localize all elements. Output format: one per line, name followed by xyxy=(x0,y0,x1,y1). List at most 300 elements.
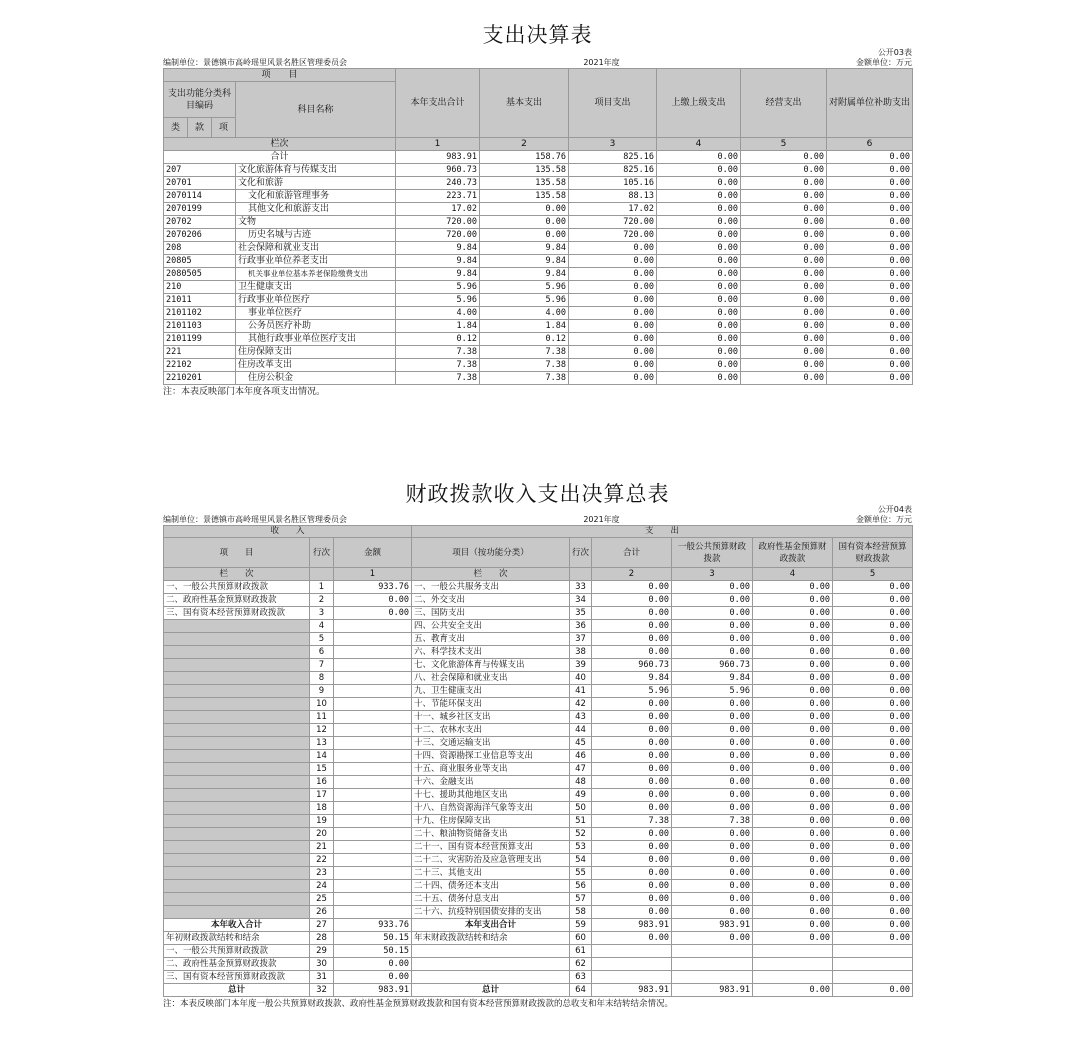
cell-value: 0.00 xyxy=(672,620,753,633)
subject-code: 20702 xyxy=(164,216,236,229)
cell-value: 0.00 xyxy=(833,815,913,828)
cell-value: 17.02 xyxy=(396,203,480,216)
cell-value: 9.84 xyxy=(396,255,480,268)
table-row xyxy=(164,633,913,646)
subject-name: 公务员医疗补助 xyxy=(236,320,396,333)
cell-value: 0.00 xyxy=(592,711,672,724)
sheet-title: 支出决算表 xyxy=(482,23,593,47)
cell-value: 0.00 xyxy=(833,867,913,880)
cell-value: 0.00 xyxy=(833,646,913,659)
cell-value: 960.73 xyxy=(592,659,672,672)
header-item: 项 目 xyxy=(164,69,396,82)
income-total-row xyxy=(164,919,913,932)
row-number: 42 xyxy=(570,698,592,711)
cell-value: 7.38 xyxy=(480,346,569,359)
income-amount xyxy=(334,698,412,711)
subject-code: 2101102 xyxy=(164,307,236,320)
expense-item: 四、公共安全支出 xyxy=(412,620,570,633)
row-number: 2 xyxy=(310,594,334,607)
cell-value: 0.00 xyxy=(827,346,913,359)
cell-value: 0.00 xyxy=(672,607,753,620)
row-number: 6 xyxy=(310,646,334,659)
cell-value: 7.38 xyxy=(592,815,672,828)
fiscal-summary-table xyxy=(163,525,913,997)
grand-total-label: 总计 xyxy=(412,984,570,997)
cell-value: 0.00 xyxy=(753,737,833,750)
expense-item: 六、科学技术支出 xyxy=(412,646,570,659)
cell-value: 0.00 xyxy=(672,646,753,659)
income-item xyxy=(164,880,310,893)
table-row xyxy=(164,685,913,698)
expense-item: 十三、交通运输支出 xyxy=(412,737,570,750)
row-number: 27 xyxy=(310,919,334,932)
expense-total-label: 本年支出合计 xyxy=(412,919,570,932)
cell-value: 0.00 xyxy=(753,750,833,763)
income-amount: 933.76 xyxy=(334,581,412,594)
cell-value: 0.00 xyxy=(753,698,833,711)
table-row xyxy=(164,294,913,307)
balance-amount: 0.00 xyxy=(334,958,412,971)
income-amount: 0.00 xyxy=(334,607,412,620)
expense-item: 十七、援助其他地区支出 xyxy=(412,789,570,802)
table-row xyxy=(164,164,913,177)
income-item xyxy=(164,828,310,841)
table-row xyxy=(164,372,913,385)
row-number: 29 xyxy=(310,945,334,958)
cell-value: 5.96 xyxy=(396,294,480,307)
cell-value: 0.00 xyxy=(592,620,672,633)
expense-item: 十一、城乡社区支出 xyxy=(412,711,570,724)
cell-value: 0.00 xyxy=(833,594,913,607)
subject-name: 其他行政事业单位医疗支出 xyxy=(236,333,396,346)
begin-balance-amount: 50.15 xyxy=(334,932,412,945)
cell-value: 0.00 xyxy=(753,880,833,893)
income-amount xyxy=(334,828,412,841)
cell-value: 0.00 xyxy=(569,320,657,333)
income-amount xyxy=(334,685,412,698)
cell-value: 0.00 xyxy=(672,737,753,750)
cell-value: 0.00 xyxy=(657,164,741,177)
cell-value: 7.38 xyxy=(480,372,569,385)
cell-value: 983.91 xyxy=(672,984,753,997)
cell-value: 0.00 xyxy=(741,216,827,229)
cell-value: 0.00 xyxy=(827,242,913,255)
expense-item: 十六、金融支出 xyxy=(412,776,570,789)
table-row xyxy=(164,763,913,776)
cell-value: 0.00 xyxy=(833,763,913,776)
cell-value: 0.00 xyxy=(672,763,753,776)
cell-value: 0.00 xyxy=(827,294,913,307)
income-amount xyxy=(334,867,412,880)
cell-value: 4.00 xyxy=(396,307,480,320)
cell-value: 7.38 xyxy=(480,359,569,372)
row-number: 32 xyxy=(310,984,334,997)
col-header: 本年支出合计 xyxy=(396,69,480,138)
col-num: 5 xyxy=(833,568,913,581)
subject-name: 住房保障支出 xyxy=(236,346,396,359)
expense-item: 三、国防支出 xyxy=(412,607,570,620)
lanci-label: 栏 次 xyxy=(412,568,570,581)
income-amount xyxy=(334,854,412,867)
cell-value: 0.00 xyxy=(833,828,913,841)
subject-code: 2210201 xyxy=(164,372,236,385)
table-row xyxy=(164,581,913,594)
cell-value: 0.00 xyxy=(657,281,741,294)
cell-value: 0.00 xyxy=(569,281,657,294)
cell-value: 960.73 xyxy=(396,164,480,177)
table-row xyxy=(164,841,913,854)
expense-item: 十八、自然资源海洋气象等支出 xyxy=(412,802,570,815)
income-amount xyxy=(334,737,412,750)
row-number: 12 xyxy=(310,724,334,737)
expense-item: 七、文化旅游体育与传媒支出 xyxy=(412,659,570,672)
subject-code: 2080505 xyxy=(164,268,236,281)
cell-value: 0.00 xyxy=(827,372,913,385)
cell-value: 0.00 xyxy=(480,229,569,242)
cell-value: 0.00 xyxy=(827,268,913,281)
meta-row xyxy=(163,58,912,68)
cell-value: 0.00 xyxy=(569,255,657,268)
subject-code: 20701 xyxy=(164,177,236,190)
table-row xyxy=(164,893,913,906)
expense-item: 十四、资源勘探工业信息等支出 xyxy=(412,750,570,763)
cell-value: 0.00 xyxy=(833,724,913,737)
col-header: 上缴上级支出 xyxy=(657,69,741,138)
income-amount: 0.00 xyxy=(334,594,412,607)
income-item xyxy=(164,620,310,633)
cell-value: 0.00 xyxy=(741,333,827,346)
row-number: 5 xyxy=(310,633,334,646)
income-amount xyxy=(334,776,412,789)
empty-cell xyxy=(672,971,753,984)
income-total-amount: 933.76 xyxy=(334,919,412,932)
cell-value: 0.00 xyxy=(833,737,913,750)
expense-item: 二、外交支出 xyxy=(412,594,570,607)
cell-value: 0.00 xyxy=(741,203,827,216)
cell-value: 0.00 xyxy=(753,789,833,802)
table-row xyxy=(164,359,913,372)
row-number: 50 xyxy=(570,802,592,815)
cell-value: 9.84 xyxy=(396,268,480,281)
cell-value: 7.38 xyxy=(672,815,753,828)
grand-total-label: 总计 xyxy=(164,984,310,997)
cell-value: 0.00 xyxy=(741,177,827,190)
row-number: 10 xyxy=(310,698,334,711)
cell-value: 0.00 xyxy=(672,893,753,906)
cell-value: 7.38 xyxy=(396,359,480,372)
row-number: 62 xyxy=(570,958,592,971)
cell-value: 0.00 xyxy=(569,372,657,385)
income-item xyxy=(164,867,310,880)
col-num: 1 xyxy=(334,568,412,581)
cell-value: 0.00 xyxy=(657,242,741,255)
cell-value: 0.00 xyxy=(592,581,672,594)
lanci-label: 栏次 xyxy=(164,138,396,151)
cell-value: 0.00 xyxy=(753,984,833,997)
income-amount xyxy=(334,711,412,724)
income-item xyxy=(164,711,310,724)
cell-value: 0.00 xyxy=(741,307,827,320)
table-row xyxy=(164,333,913,346)
cell-value: 0.00 xyxy=(672,841,753,854)
header-code: 支出功能分类科目编码 xyxy=(164,82,236,118)
row-number: 13 xyxy=(310,737,334,750)
row-number: 36 xyxy=(570,620,592,633)
income-item: 一、一般公共预算财政拨款 xyxy=(164,581,310,594)
income-amount xyxy=(334,802,412,815)
cell-value: 0.00 xyxy=(672,724,753,737)
cell-value: 0.00 xyxy=(827,216,913,229)
cell-value: 0.00 xyxy=(827,151,913,164)
expense-item: 十九、住房保障支出 xyxy=(412,815,570,828)
table-row xyxy=(164,802,913,815)
col-num: 1 xyxy=(396,138,480,151)
cell-value: 0.00 xyxy=(753,828,833,841)
income-amount xyxy=(334,841,412,854)
row-number: 11 xyxy=(310,711,334,724)
empty-cell xyxy=(753,971,833,984)
row-number: 3 xyxy=(310,607,334,620)
subject-code: 2101199 xyxy=(164,333,236,346)
row-number: 56 xyxy=(570,880,592,893)
grand-total-amount: 983.91 xyxy=(334,984,412,997)
col-num: 2 xyxy=(480,138,569,151)
cell-value: 0.00 xyxy=(741,190,827,203)
cell-value: 0.00 xyxy=(480,203,569,216)
income-item xyxy=(164,659,310,672)
balance-detail-row xyxy=(164,945,913,958)
income-item xyxy=(164,893,310,906)
expense-header: 支 出 xyxy=(412,526,913,538)
row-number: 59 xyxy=(570,919,592,932)
cell-value: 960.73 xyxy=(672,659,753,672)
table-row xyxy=(164,320,913,333)
cell-value: 0.12 xyxy=(480,333,569,346)
cell-value: 0.00 xyxy=(833,802,913,815)
cell-value: 0.00 xyxy=(672,880,753,893)
row-number: 51 xyxy=(570,815,592,828)
cell-value: 9.84 xyxy=(480,255,569,268)
income-item xyxy=(164,763,310,776)
cell-value: 983.91 xyxy=(592,984,672,997)
cell-value: 0.00 xyxy=(657,320,741,333)
income-amount xyxy=(334,906,412,919)
cell-value: 0.00 xyxy=(569,346,657,359)
empty-cell xyxy=(672,958,753,971)
income-item xyxy=(164,789,310,802)
cell-value: 0.00 xyxy=(657,255,741,268)
cell-value: 0.00 xyxy=(592,646,672,659)
cell-value: 0.00 xyxy=(592,776,672,789)
subject-name: 事业单位医疗 xyxy=(236,307,396,320)
empty-cell xyxy=(592,945,672,958)
subject-name: 文化和旅游管理事务 xyxy=(236,190,396,203)
cell-value: 0.00 xyxy=(753,659,833,672)
cell-value: 0.00 xyxy=(741,294,827,307)
cell-value: 0.00 xyxy=(753,672,833,685)
cell-value: 0.00 xyxy=(592,867,672,880)
income-item: 三、国有资本经营预算财政拨款 xyxy=(164,607,310,620)
cell-value: 0.00 xyxy=(827,281,913,294)
row-number: 61 xyxy=(570,945,592,958)
income-total-label: 本年收入合计 xyxy=(164,919,310,932)
table-row xyxy=(164,346,913,359)
table-row xyxy=(164,607,913,620)
cell-value: 0.00 xyxy=(672,854,753,867)
income-header: 收 入 xyxy=(164,526,412,538)
compiling-unit: 编制单位：景德镇市高岭瑶里风景名胜区管理委员会 xyxy=(163,515,347,524)
cell-value: 0.00 xyxy=(827,320,913,333)
cell-value: 0.00 xyxy=(672,828,753,841)
table-row xyxy=(164,216,913,229)
header-general: 一般公共预算财政拨款 xyxy=(672,538,753,568)
cell-value: 0.00 xyxy=(833,854,913,867)
row-number: 34 xyxy=(570,594,592,607)
header-row-no: 行次 xyxy=(310,538,334,568)
cell-value: 0.00 xyxy=(827,255,913,268)
cell-value: 0.00 xyxy=(741,229,827,242)
income-amount xyxy=(334,750,412,763)
row-number: 9 xyxy=(310,685,334,698)
compiling-unit: 编制单位：景德镇市高岭瑶里风景名胜区管理委员会 xyxy=(163,58,347,67)
row-number: 46 xyxy=(570,750,592,763)
cell-value: 0.00 xyxy=(753,776,833,789)
row-number: 26 xyxy=(310,906,334,919)
cell-value: 0.00 xyxy=(833,685,913,698)
cell-value: 0.00 xyxy=(833,620,913,633)
table-row xyxy=(164,281,913,294)
subject-name: 文化和旅游 xyxy=(236,177,396,190)
sheet-title: 财政拨款收入支出决算总表 xyxy=(405,482,670,506)
income-amount xyxy=(334,646,412,659)
empty-cell xyxy=(753,945,833,958)
cell-value: 5.96 xyxy=(396,281,480,294)
cell-value: 0.00 xyxy=(657,229,741,242)
cell-value: 0.00 xyxy=(827,164,913,177)
cell-value: 9.84 xyxy=(672,672,753,685)
table-row xyxy=(164,880,913,893)
amount-unit: 金额单位：万元 xyxy=(856,515,912,524)
cell-value: 0.00 xyxy=(657,372,741,385)
row-number: 57 xyxy=(570,893,592,906)
row-number: 21 xyxy=(310,841,334,854)
table-row xyxy=(164,646,913,659)
cell-value: 0.00 xyxy=(657,359,741,372)
cell-value: 0.00 xyxy=(753,607,833,620)
row-number: 17 xyxy=(310,789,334,802)
cell-value: 0.00 xyxy=(827,307,913,320)
empty-cell xyxy=(412,971,570,984)
header-state-capital: 国有资本经营预算财政拨款 xyxy=(833,538,913,568)
table-row xyxy=(164,190,913,203)
subject-code: 2070199 xyxy=(164,203,236,216)
table-row xyxy=(164,750,913,763)
col-header: 经营支出 xyxy=(741,69,827,138)
col-num: 4 xyxy=(753,568,833,581)
income-amount xyxy=(334,672,412,685)
row-number: 63 xyxy=(570,971,592,984)
subject-code: 207 xyxy=(164,164,236,177)
income-item xyxy=(164,906,310,919)
row-number: 4 xyxy=(310,620,334,633)
income-item xyxy=(164,633,310,646)
end-balance-label: 年末财政拨款结转和结余 xyxy=(412,932,570,945)
cell-value: 0.00 xyxy=(753,932,833,945)
row-number: 43 xyxy=(570,711,592,724)
header-row-no: 行次 xyxy=(570,538,592,568)
income-amount xyxy=(334,815,412,828)
table-row xyxy=(164,906,913,919)
cell-value: 0.00 xyxy=(833,789,913,802)
subject-name: 其他文化和旅游支出 xyxy=(236,203,396,216)
table-row xyxy=(164,594,913,607)
cell-value: 0.00 xyxy=(833,893,913,906)
col-num: 5 xyxy=(741,138,827,151)
income-item xyxy=(164,776,310,789)
cell-value: 0.00 xyxy=(672,776,753,789)
cell-value: 0.00 xyxy=(827,203,913,216)
row-number: 37 xyxy=(570,633,592,646)
cell-value: 0.00 xyxy=(672,594,753,607)
cell-value: 0.00 xyxy=(592,737,672,750)
expense-item: 八、社会保障和就业支出 xyxy=(412,672,570,685)
cell-value: 0.00 xyxy=(592,750,672,763)
cell-value: 5.96 xyxy=(480,294,569,307)
amount-unit: 金额单位：万元 xyxy=(856,58,912,67)
row-number: 23 xyxy=(310,867,334,880)
cell-value: 0.00 xyxy=(672,906,753,919)
table-row xyxy=(164,659,913,672)
cell-value: 0.00 xyxy=(753,919,833,932)
row-number: 35 xyxy=(570,607,592,620)
cell-value: 0.00 xyxy=(592,828,672,841)
begin-balance-label: 年初财政拨款结转和结余 xyxy=(164,932,310,945)
cell-value: 0.00 xyxy=(753,620,833,633)
income-amount xyxy=(334,659,412,672)
cell-value: 0.00 xyxy=(672,698,753,711)
cell-value: 983.91 xyxy=(396,151,480,164)
balance-row xyxy=(164,932,913,945)
col-num: 2 xyxy=(592,568,672,581)
row-number: 1 xyxy=(310,581,334,594)
cell-value: 0.00 xyxy=(592,633,672,646)
footnote: 注：本表反映部门本年度各项支出情况。 xyxy=(163,387,326,397)
subject-name: 住房改革支出 xyxy=(236,359,396,372)
row-number: 47 xyxy=(570,763,592,776)
cell-value: 17.02 xyxy=(569,203,657,216)
header-lei: 类 xyxy=(164,118,188,138)
empty-cell xyxy=(592,971,672,984)
cell-value: 720.00 xyxy=(569,229,657,242)
income-item: 二、政府性基金预算财政拨款 xyxy=(164,594,310,607)
cell-value: 0.00 xyxy=(672,867,753,880)
row-number: 24 xyxy=(310,880,334,893)
cell-value: 1.84 xyxy=(480,320,569,333)
cell-value: 0.00 xyxy=(592,854,672,867)
cell-value: 0.00 xyxy=(672,802,753,815)
balance-detail-row xyxy=(164,958,913,971)
col-num: 4 xyxy=(657,138,741,151)
table-code: 公开03表 xyxy=(877,48,912,57)
cell-value: 0.00 xyxy=(592,802,672,815)
expense-item: 十二、农林水支出 xyxy=(412,724,570,737)
row-number: 58 xyxy=(570,906,592,919)
row-number: 20 xyxy=(310,828,334,841)
cell-value: 0.00 xyxy=(753,711,833,724)
table-row xyxy=(164,620,913,633)
expense-item: 二十五、债务付息支出 xyxy=(412,893,570,906)
header-amount: 金额 xyxy=(334,538,412,568)
